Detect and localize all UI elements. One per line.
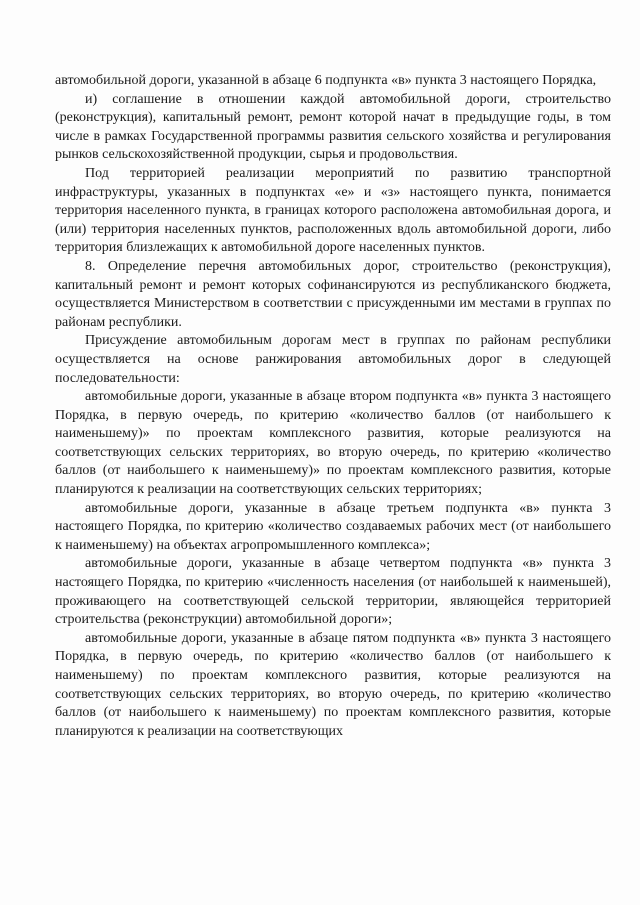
paragraph-criterion-3: автомобильные дороги, указанные в абзаце четвертом подпункта «в» пункта 3 настоящего Порядка, по критерию «численность населения (от наибольшей к наименьшей), проживающего на соответствующей сельской территории, являющейся территорией строительства (реконструкции) автомобильной дороги»; [55,556,611,628]
paragraph-criterion-1: автомобильные дороги, указанные в абзаце втором подпункта «в» пункта 3 настоящего Порядка, в первую очередь, по критерию «количество баллов (от наибольшего к наименьшему)» по проектам комплексного развития, которые реализуются на соответствующих сельских территориях, во вторую очередь, по критерию «количество баллов (от наибольшего к наименьшему)» по проектам комплексного развития, которые планируются к реализации на соответствующих сельских территориях; [55,389,611,498]
paragraph-criterion-4: автомобильные дороги, указанные в абзаце пятом подпункта «в» пункта 3 настоящего Порядка, в первую очередь, по критерию «количество баллов (от наибольшего к наименьшему) по проектам комплексного развития, которые реализуются на соответствующих сельских территориях, во вторую очередь, по критерию «количество баллов (от наибольшего к наименьшему) по проектам комплексного развития, которые планируются к реализации на соответствующих [55,630,611,739]
paragraph-criterion-2: автомобильные дороги, указанные в абзаце третьем подпункта «в» пункта 3 настоящего Порядка, по критерию «количество создаваемых рабочих мест (от наибольшего к наименьшему) на объектах агропромышленного комплекса»; [55,500,611,553]
paragraph-continuation: автомобильной дороги, указанной в абзаце 6 подпункта «в» пункта 3 настоящего Порядка, [55,73,597,88]
paragraph-section-8: 8. Определение перечня автомобильных дорог, строительство (реконструкция), капитальный ремонт и ремонт которых софинансируются из республиканского бюджета, осуществляется Министерством в соответствии с присужденными им местами в группах по районам республики. [55,258,611,330]
paragraph-ranking-intro: Присуждение автомобильным дорогам мест в группах по районам республики осуществляется на основе ранжирования автомобильных дорог в следующей последовательности: [55,333,611,386]
paragraph-territory-definition: Под территорией реализации мероприятий по развитию транспортной инфраструктуры, указанных в подпунктах «е» и «з» настоящего пункта, понимается территория населенного пункта, в границах которого расположена автомобильная дорога, и (или) территория населенных пунктов, расположенных вдоль автомобильной дороги, либо территория близлежащих к автомобильной дороге населенных пунктов. [55,165,611,256]
document-body [55,72,611,741]
paragraph-item-i: и) соглашение в отношении каждой автомобильной дороги, строительство (реконструкция), капитальный ремонт, ремонт которой начат в предыдущие годы, в том числе в рамках Государственной программы развития сельского хозяйства и регулирования рынков сельскохозяйственной продукции, сырья и продовольствия. [55,91,611,163]
